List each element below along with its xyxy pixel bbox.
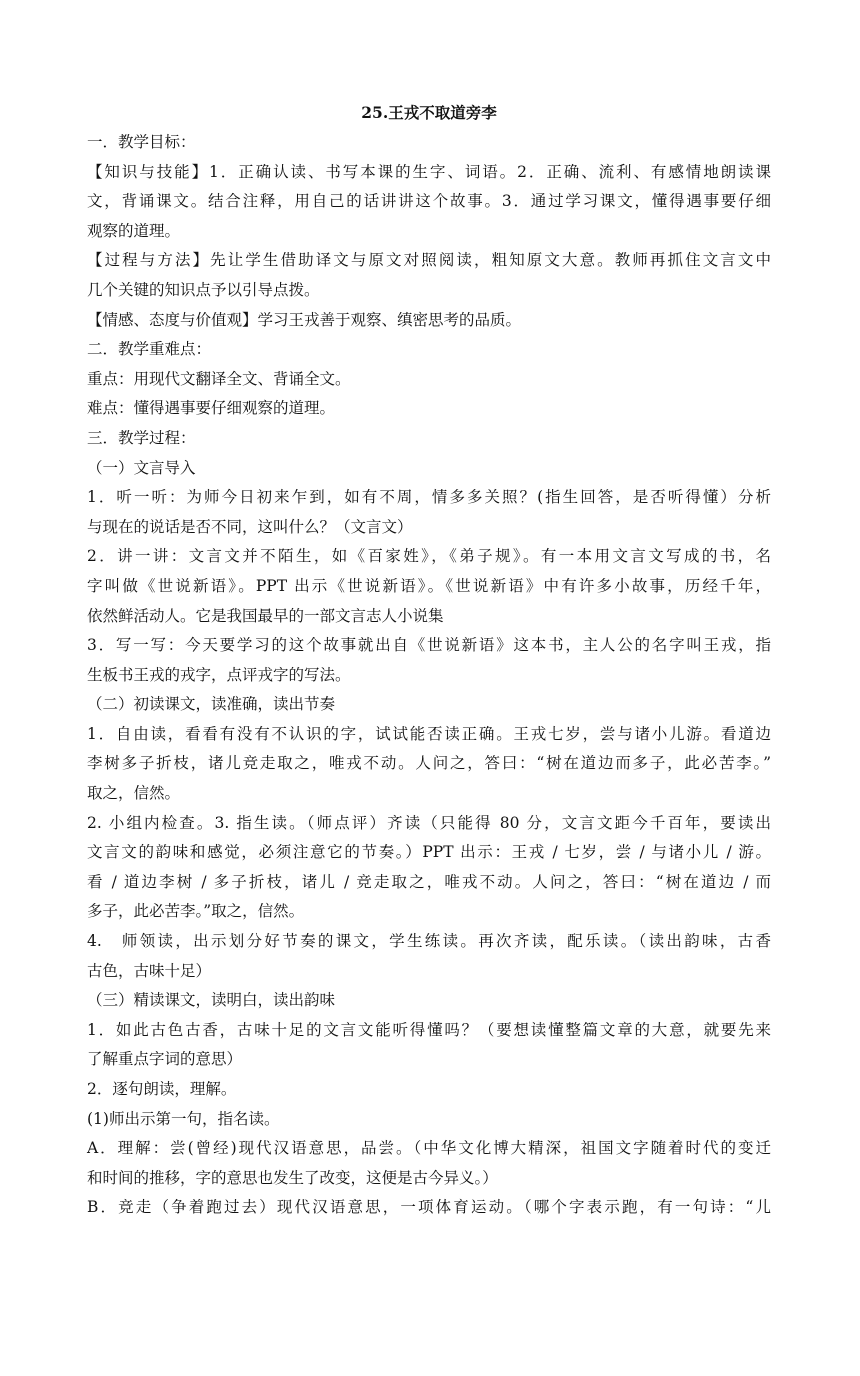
body-line: 字叫做《世说新语》。PPT 出示《世说新语》。《世说新语》中有许多小故事，历经千年， [87,576,771,595]
body-line: （三）精读课文，读明白，读出韵味 [87,991,336,1010]
body-line: 文言文的韵味和感觉，必须注意它的节奏。）PPT 出示：王戎 / 七岁，尝 / 与诸小儿 / 游。 [87,843,771,862]
body-line: 重点：用现代文翻译全文、背诵全文。 [87,369,351,388]
body-line: 观察的道理。 [87,221,181,240]
body-line: 难点：懂得遇事要仔细观察的道理。 [87,399,336,418]
document-page [87,98,771,1223]
body-line: 古色，古味十足） [87,961,212,980]
body-line: 李树多子折枝，诸儿竞走取之，唯戎不动。人问之，答曰：“树在道边而多子，此必苦李。” [87,754,771,773]
body-line: 1．听一听：为师今日初来乍到，如有不周，情多多关照？(指生回答，是否听得懂）分析 [87,488,771,507]
body-line: 4. 师领读，出示划分好节奏的课文，学生练读。再次齐读，配乐读。（读出韵味，古香 [87,932,771,951]
body-line: 二．教学重难点： [87,340,212,359]
body-line: 与现在的说话是否不同，这叫什么？（文言文） [87,517,413,536]
body-line: （一）文言导入 [87,458,196,477]
document-body [87,128,771,1223]
body-line: 生板书王戎的戎字，点评戎字的写法。 [87,665,351,684]
body-line: 看 / 道边李树 / 多子折枝，诸儿 / 竞走取之，唯戎不动。人问之，答曰：“树在道边 / 而 [87,872,771,891]
body-line: 多子，此必苦李。”取之，信然。 [87,902,305,921]
body-line: 了解重点字词的意思） [87,1050,243,1069]
body-line: 2．逐句朗读，理解。 [87,1080,237,1098]
body-line: 2．讲一讲：文言文并不陌生，如《百家姓》，《弟子规》。有一本用文言文写成的书，名 [87,547,771,566]
body-line: 2. 小组内检查。3. 指生读。（师点评）齐读（只能得 80 分，文言文距今千百年，要读出 [87,813,771,832]
body-line: （二）初读课文，读准确，读出节奏 [87,695,336,714]
body-line: 【情感、态度与价值观】学习王戎善于观察、缜密思考的品质。 [87,310,522,329]
body-line: 三．教学过程： [87,428,196,447]
body-line: 【知识与技能】1．正确认读、书写本课的生字、词语。2．正确、流利、有感情地朗读课 [87,162,771,181]
body-line: (1)师出示第一句，指名读。 [87,1109,280,1128]
body-line: 1．自由读，看看有没有不认识的字，试试能否读正确。王戎七岁，尝与诸小儿游。看道边 [87,724,771,743]
body-line: 取之，信然。 [87,784,181,803]
body-line: 一．教学目标： [87,133,196,151]
body-line: B．竞走（争着跑过去）现代汉语意思，一项体育运动。（哪个字表示跑，有一句诗：“儿 [87,1198,771,1217]
body-line: 3．写一写：今天要学习的这个故事就出自《世说新语》这本书，主人公的名字叫王戎，指 [87,636,771,655]
body-line: 依然鲜活动人。它是我国最早的一部文言志人小说集 [87,606,444,625]
body-line: 【过程与方法】先让学生借助译文与原文对照阅读，粗知原文大意。教师再抓住文言文中 [87,251,771,270]
body-line: A．理解：尝(曾经)现代汉语意思，品尝。（中华文化博大精深，祖国文字随着时代的变迁 [87,1139,771,1158]
body-line: 文，背诵课文。结合注释，用自己的话讲讲这个故事。3．通过学习课文，懂得遇事要仔细 [87,192,771,211]
document-title: 25.王戎不取道旁李 [361,103,497,122]
body-line: 和时间的推移，字的意思也发生了改变，这便是古今异义。） [87,1168,498,1187]
body-line: 1．如此古色古香，古味十足的文言文能听得懂吗？（要想读懂整篇文章的大意，就要先来 [87,1020,771,1039]
body-line: 几个关键的知识点予以引导点拨。 [87,280,320,299]
